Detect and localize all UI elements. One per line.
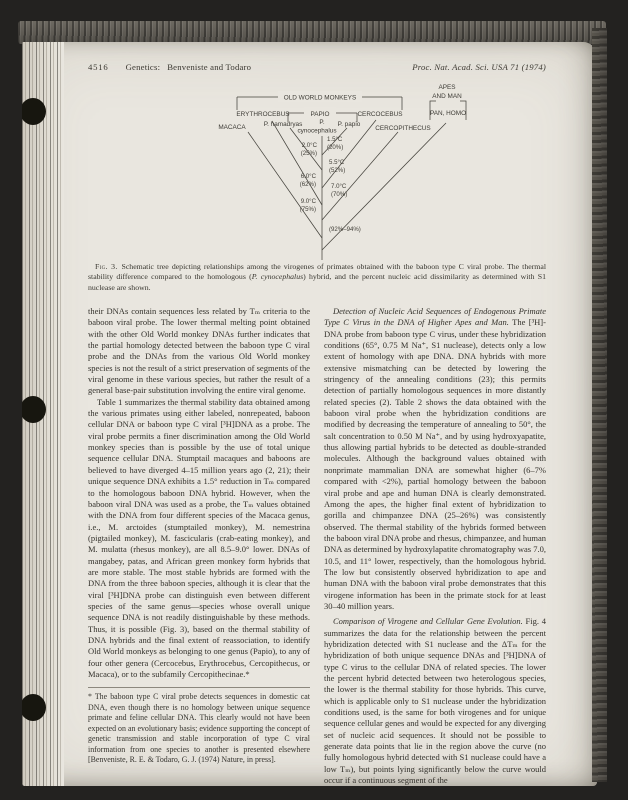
caption-label: Fig. 3. [95, 262, 118, 271]
journal-reference: Proc. Nat. Acad. Sci. USA 71 (1974) [412, 62, 546, 72]
node-temp-3: 5.5°C [329, 159, 345, 166]
taxon-label-papio: PAPIO [310, 111, 330, 118]
right-section-2 [324, 616, 546, 786]
scan-right-edge [592, 28, 607, 782]
left-paragraph-1: their DNAs contain sequences less related by Tₘ criteria to the baboon viral probe. The lower thermal melting point obtained with the other Old World monkey DNAs further indicates that the partial homology detected between the baboon type C viral probe and the DNAs from the various Old World monkey species is not the result of a strict preservation of segments of the viral genome in these various species, but rather the result of a general base-pair substitution involving the entire viral genome. [88, 306, 310, 396]
section-2-body: Fig. 4 summarizes the data for the relationship between the percent hybridization detected with S1 nuclease and the ΔTₘ for the hybridization of both unique sequence DNAs and [³H]DNA of type C virus to the cellular DNA of related species. The lower the percent hybrid detected between two heterologous species, the lower is the thermal stability for those hybrids. This curve, which is applicable only to S1 nuclease under the hybridization conditions used, is the same for both virogenes and for unique sequence cellular genes and would be expected for any diverging set of nucleic acid sequences. It should not be possible to generate data points that lie in the region above the curve (no fully homologous hybrid detected with S1 nuclease could have a low Tₘ), but points lying significantly below the curve would occur if a continuous segment of the [324, 616, 546, 786]
page-header [88, 62, 546, 72]
footnote: * The baboon type C viral probe detects sequences in domestic cat DNA, even though there is no homology between unique sequence primate and feline cellular DNA. This clearly would not have been expected on an evolutionary basis; evidence supporting the concept of genetic transmission and stable incorporation of type C viral information from one species to another is presented elsewhere [Benveniste, R. E. & Todaro, G. J. (1974) Nature, in press]. [88, 687, 310, 765]
group-label-old-world-monkeys: OLD WORLD MONKEYS [283, 94, 357, 102]
page-number: 4516 [88, 62, 109, 72]
caption-species: P. cynocephalus [251, 272, 304, 282]
node-pct-3: (52%) [329, 167, 346, 174]
section-label: Genetics: [125, 62, 161, 72]
section-1-body: The [³H]-DNA probe from baboon type C virus, under these hybridization conditions (65°, 0.75 M Na⁺, S1 nuclease), detects only a low extent of homology with ape DNA. DNA hybrids with more extensive mismatching can be detected by lowering the stringency of the annealing conditions (23); this permits detection of partially homologous sequences in more distantly related species (2). Table 2 shows the data obtained with the baboon viral probe when the hybridization conditions are modified by decreasing the temperature of annealing to 50°, the salt concentration to 0.50 M Na⁺, and by using hydroxyapatite, thus allowing partial hybrids to be detected as double-stranded molecules. Although the background values obtained with nonprimate mammalian DNA are somewhat higher (6–7% compared with <2%), partial homology between the baboon viral probe and ape and human DNA is clearly demonstrated. Among the apes, the higher final extent of hybridization to gorilla and chimpanzee DNA (25–26%) was consistently observed. The thermal stability of the hybrids formed between the baboon viral DNA probe and rhesus, chimpanzee, and human DNA as determined by hydroxylapatite chromatography was 7.0, 10.5, and 11° lower, respectively, than the homologous hybrid. The low but consistently observed hybridization to ape and human DNA with the baboon viral probe demonstrates that this virogene information has been in the primate stock for at least 30–40 million years. [324, 317, 546, 611]
node-temp-5: 7.0°C [331, 183, 347, 190]
taxon-label-p-cynocephalus-line2: cynocephalus [297, 127, 337, 135]
paper-page [22, 42, 597, 786]
taxon-label-pan-homo: PAN, HOMO [429, 110, 467, 117]
node-pct-2: (25%) [300, 150, 317, 157]
node-pct-6: (75%) [299, 206, 316, 213]
taxon-label-cercocebus: CERCOCEBUS [357, 111, 403, 118]
taxon-label-p-papio: P. papio [337, 121, 361, 128]
node-pct-5: (70%) [331, 191, 348, 198]
taxon-label-p-cynocephalus-line1: P. [319, 119, 325, 126]
taxon-label-cercopithecus: CERCOPITHECUS [375, 125, 431, 132]
figure-caption [88, 262, 546, 293]
running-head [88, 62, 251, 72]
body-columns [88, 306, 546, 786]
right-section-1 [324, 306, 546, 612]
node-pct-4: (62%) [299, 181, 316, 188]
taxon-label-macaca: MACACA [218, 124, 246, 131]
taxon-label-p-hamadryas: P. hamadryas [263, 121, 303, 128]
node-pct-1: (20%) [327, 144, 344, 151]
group-label-apes-line1: APES [438, 84, 456, 91]
left-column [88, 306, 310, 786]
taxon-label-erythrocebus: ERYTHROCEBUS [236, 111, 290, 118]
caption-text-1: Schematic tree depicting relationships among the virogenes of primates obtained with the baboon type C viral probe. The thermal stability difference compared to the homologous ( [88, 262, 546, 282]
node-temp-1: 1.5°C [327, 136, 343, 143]
section-1-heading: Detection of Nucleic Acid Sequences of Endogenous Primate Type C Virus in the DNA of Higher Apes and Man. [324, 306, 546, 328]
section-2-heading: Comparison of Virogene and Cellular Gene Evolution. [333, 616, 523, 627]
scan-top-edge [18, 21, 606, 44]
node-pct-7: (92%–94%) [329, 226, 361, 233]
node-temp-2: 2.0°C [301, 142, 317, 149]
node-temp-4: 6.0°C [300, 173, 316, 180]
authors: Benveniste and Todaro [167, 62, 252, 72]
caption-text-2: ) hybrid, and the percent nucleic acid dissimilarity as determined with S1 nuclease are shown. [88, 272, 546, 292]
figure-tree [150, 80, 490, 265]
node-temp-6: 9.0°C [300, 198, 316, 205]
right-column [324, 306, 546, 786]
group-label-apes-line2: AND MAN [432, 93, 462, 100]
left-paragraph-2: Table 1 summarizes the thermal stability data obtained among the various primates using either labeled, nonrepeated, baboon cellular DNA or baboon type C viral [³H]DNA as a probe. The viral probe permits a finer discrimination among the Old World monkey species than is possible by the use of total unique sequence cellular DNA. Stumptail macaques and baboons are believed to have diverged 4–15 million years ago (2, 21); their unique sequence DNA exhibits a 1.5° reduction in Tₘ compared to the homologous baboon DNA hybrid. However, when the baboon viral DNA was used as a probe, the Tₘ values obtained with the DNA from four different species of the Macaca genus, i.e., M. arctoides (stumptailed monkey), M. nemestrina (pigtailed monkey), M. fascicularis (crab-eating monkey), and M. mulatta (rhesus monkey), are all 8.5–9.0° lower. DNAs of mangabey, patas, and African green monkey form hybrids that are more stable. The most stable hybrids are formed with the DNA from the three baboon species, although it is clear that the viral [³H]DNA probe can distinguish even between different species of the same genus—species whose overall unique sequence DNA is not readily distinguishable by these methods. Thus, it is possible (Fig. 3), based on the thermal stability of DNA hybrids and the final extent of reassociation, to identify Old World monkeys as belonging to one genus (Papio), to any of four other genera (Cercocebus, Erythrocebus, Cercopithecus, or Macaca), or to the subfamily Cercopithecinae.* [88, 396, 310, 679]
